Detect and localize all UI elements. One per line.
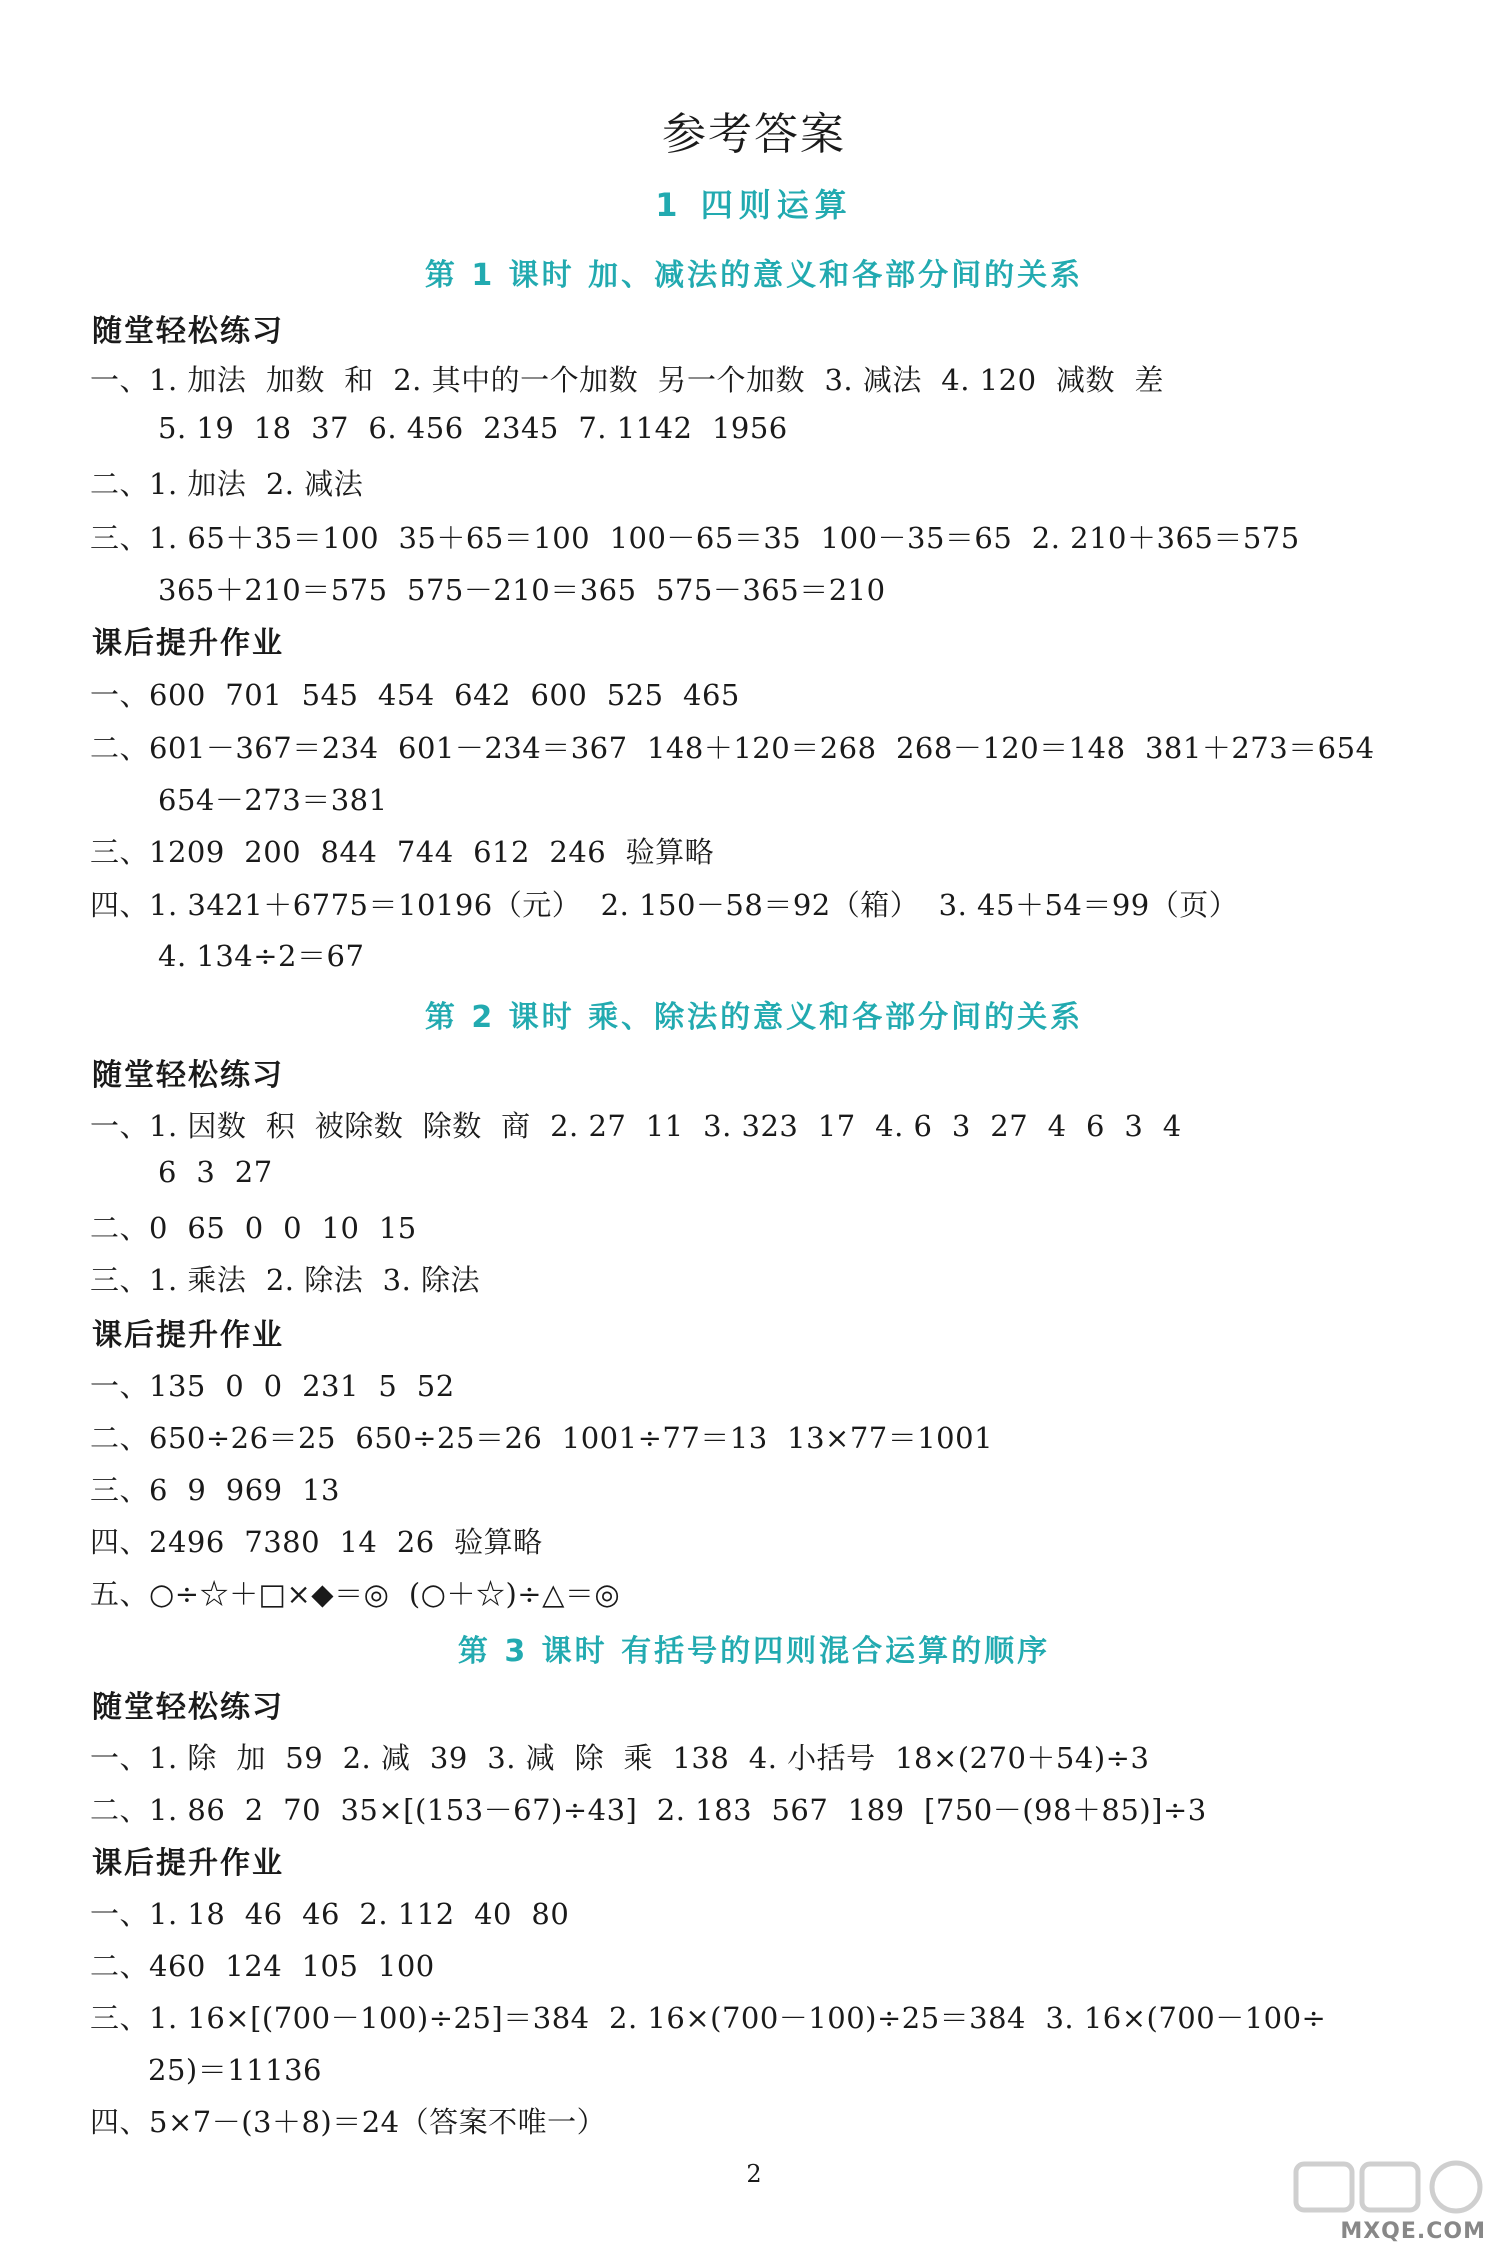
answer-line: 二、1. 加法 2. 减法	[90, 467, 364, 501]
chapter-heading: 1 四则运算	[655, 186, 853, 224]
page-number: 2	[746, 2160, 762, 2188]
answer-line: 二、460 124 105 100	[90, 1949, 435, 1983]
lesson-2-heading: 第 2 课时 乘、除法的意义和各部分间的关系	[424, 1000, 1084, 1035]
answer-line: 二、1. 86 2 70 35×[(153－67)÷43] 2. 183 567 189 [750－(98＋85)]÷3	[90, 1793, 1207, 1827]
answer-line: 一、600 701 545 454 642 600 525 465	[90, 678, 740, 712]
answer-line: 4. 134÷2＝67	[158, 939, 365, 973]
lesson-3-section-practice: 随堂轻松练习	[92, 1690, 284, 1725]
answer-line: 三、1. 65＋35＝100 35＋65＝100 100－65＝35 100－35＝65 2. 210＋365＝575	[90, 521, 1300, 555]
answer-line: 25)＝11136	[148, 2053, 322, 2087]
answer-line: 二、0 65 0 0 10 15	[90, 1211, 417, 1245]
answer-line: 一、1. 因数 积 被除数 除数 商 2. 27 11 3. 323 17 4. 6 3 27 4 6 3 4	[90, 1109, 1182, 1143]
answer-line: 二、650÷26＝25 650÷25＝26 1001÷77＝13 13×77＝1001	[90, 1421, 994, 1455]
answer-line: 三、1209 200 844 744 612 246 验算略	[90, 835, 715, 869]
lesson-2-section-homework: 课后提升作业	[92, 1318, 284, 1353]
answer-line: 一、1. 除 加 59 2. 减 39 3. 减 除 乘 138 4. 小括号 18×(270＋54)÷3	[90, 1741, 1150, 1775]
lesson-1-section-practice: 随堂轻松练习	[92, 314, 284, 349]
lesson-2-section-practice: 随堂轻松练习	[92, 1058, 284, 1093]
lesson-3-section-homework: 课后提升作业	[92, 1846, 284, 1881]
answer-line: 四、2496 7380 14 26 验算略	[90, 1525, 543, 1559]
lesson-1-heading: 第 1 课时 加、减法的意义和各部分间的关系	[424, 258, 1084, 293]
answer-line: 三、1. 16×[(700－100)÷25]＝384 2. 16×(700－100)÷25＝384 3. 16×(700－100÷	[90, 2001, 1327, 2035]
page-title: 参考答案	[662, 109, 846, 160]
answer-line: 四、5×7－(3＋8)＝24（答案不唯一）	[90, 2105, 607, 2139]
answer-line: 三、6 9 969 13	[90, 1473, 340, 1507]
answer-line: 二、601－367＝234 601－234＝367 148＋120＝268 268－120＝148 381＋273＝654	[90, 731, 1375, 765]
answer-line: 一、1. 加法 加数 和 2. 其中的一个加数 另一个加数 3. 减法 4. 120 减数 差	[90, 363, 1164, 397]
answer-line: 四、1. 3421＋6775＝10196（元） 2. 150－58＝92（箱） 3. 45＋54＝99（页）	[90, 888, 1239, 922]
answer-line: 一、1. 18 46 46 2. 112 40 80	[90, 1897, 570, 1931]
answer-line: 5. 19 18 37 6. 456 2345 7. 1142 1956	[158, 411, 788, 445]
watermark-text: MXQE.COM	[1340, 2219, 1486, 2244]
answer-line: 一、135 0 0 231 5 52	[90, 1369, 455, 1403]
lesson-3-heading: 第 3 课时 有括号的四则混合运算的顺序	[457, 1634, 1051, 1669]
answer-line: 五、○÷☆＋□×◆＝◎ (○＋☆)÷△＝◎	[90, 1577, 621, 1611]
lesson-1-section-homework: 课后提升作业	[92, 626, 284, 661]
answer-line: 654－273＝381	[158, 783, 388, 817]
answer-line: 365＋210＝575 575－210＝365 575－365＝210	[158, 573, 886, 607]
answer-line: 三、1. 乘法 2. 除法 3. 除法	[90, 1263, 481, 1297]
answer-line: 6 3 27	[158, 1155, 273, 1189]
